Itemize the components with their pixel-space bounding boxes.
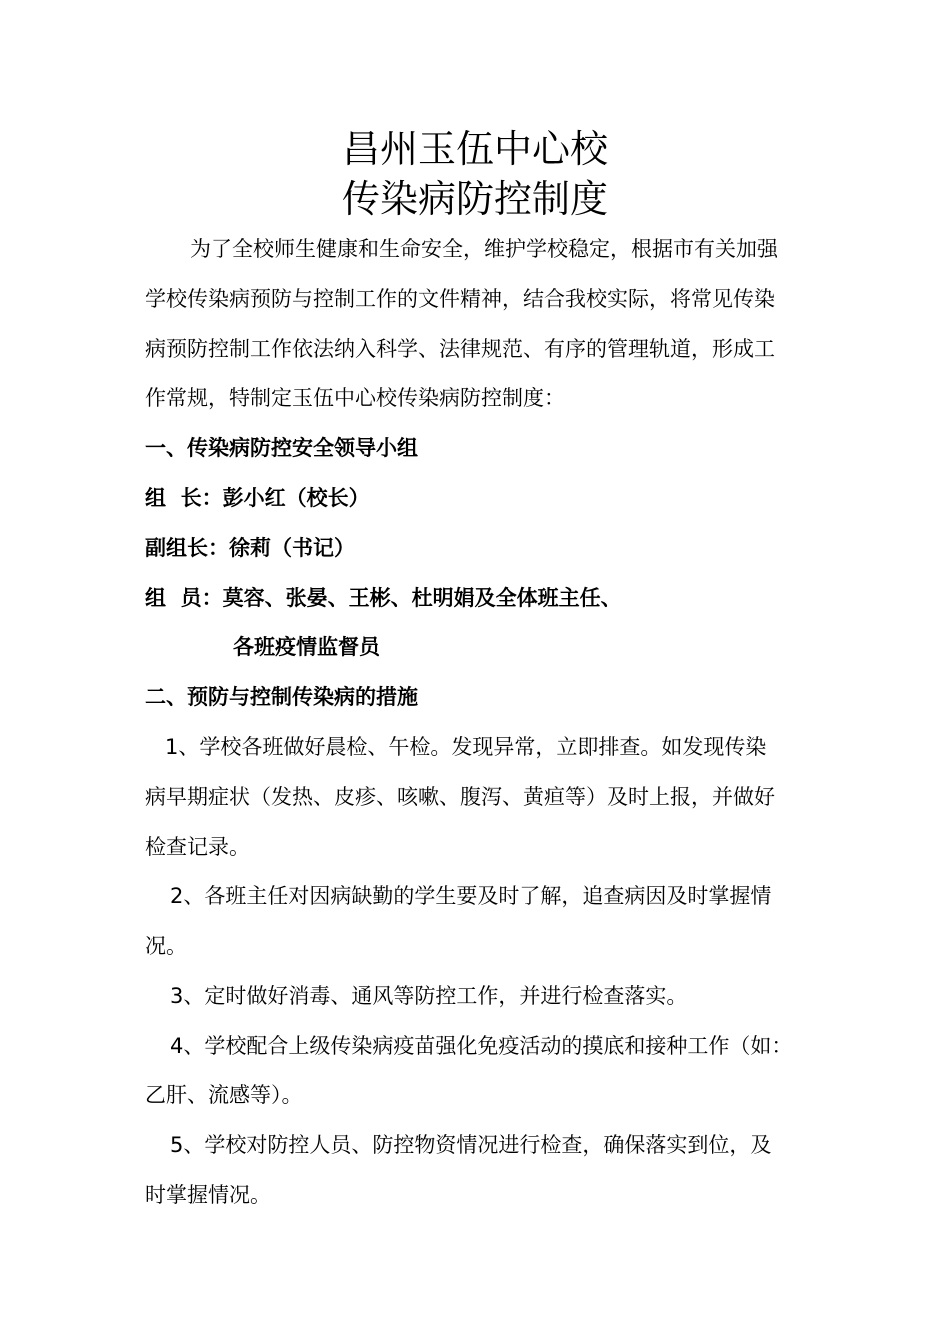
leader-line: 组 长：彭小红（校长） bbox=[145, 486, 370, 510]
measure4-line-1: 4、学校配合上级传染病疫苗强化免疫活动的摸底和接种工作（如： bbox=[170, 1034, 793, 1058]
measure4-line-2: 乙肝、流感等）。 bbox=[145, 1083, 303, 1107]
measure2-line-1: 2、各班主任对因病缺勤的学生要及时了解，追查病因及时掌握情 bbox=[170, 884, 772, 908]
members-line-2: 各班疫情监督员 bbox=[233, 635, 380, 659]
intro-line-2: 学校传染病预防与控制工作的文件精神，结合我校实际，将常见传染 bbox=[145, 287, 775, 311]
measure5-line-2: 时掌握情况。 bbox=[145, 1183, 271, 1207]
intro-line-1: 为了全校师生健康和生命安全，维护学校稳定，根据市有关加强 bbox=[190, 237, 778, 261]
measure5-line-1: 5、学校对防控人员、防控物资情况进行检查，确保落实到位，及 bbox=[170, 1133, 772, 1157]
section2-heading: 二、预防与控制传染病的措施 bbox=[145, 685, 418, 709]
document-title-school: 昌州玉伍中心校 bbox=[341, 127, 608, 171]
members-line-1: 组 员：莫容、张晏、王彬、杜明娟及全体班主任、 bbox=[145, 586, 622, 610]
intro-line-3: 病预防控制工作依法纳入科学、法律规范、有序的管理轨道，形成工 bbox=[145, 337, 775, 361]
measure2-line-2: 况。 bbox=[145, 934, 187, 958]
measure3-line: 3、定时做好消毒、通风等防控工作，并进行检查落实。 bbox=[170, 984, 688, 1008]
document-title-policy: 传染病防控制度 bbox=[341, 177, 608, 221]
measure1-line-2: 病早期症状（发热、皮疹、咳嗽、腹泻、黄疸等）及时上报，并做好 bbox=[145, 785, 775, 809]
measure1-line-1: 1、学校各班做好晨检、午检。发现异常，立即排查。如发现传染 bbox=[165, 735, 767, 759]
measure1-line-3: 检查记录。 bbox=[145, 835, 250, 859]
intro-line-4: 作常规，特制定玉伍中心校传染病防控制度： bbox=[145, 386, 565, 410]
section1-heading: 一、传染病防控安全领导小组 bbox=[145, 436, 418, 460]
deputy-line: 副组长：徐莉（书记） bbox=[145, 536, 355, 560]
